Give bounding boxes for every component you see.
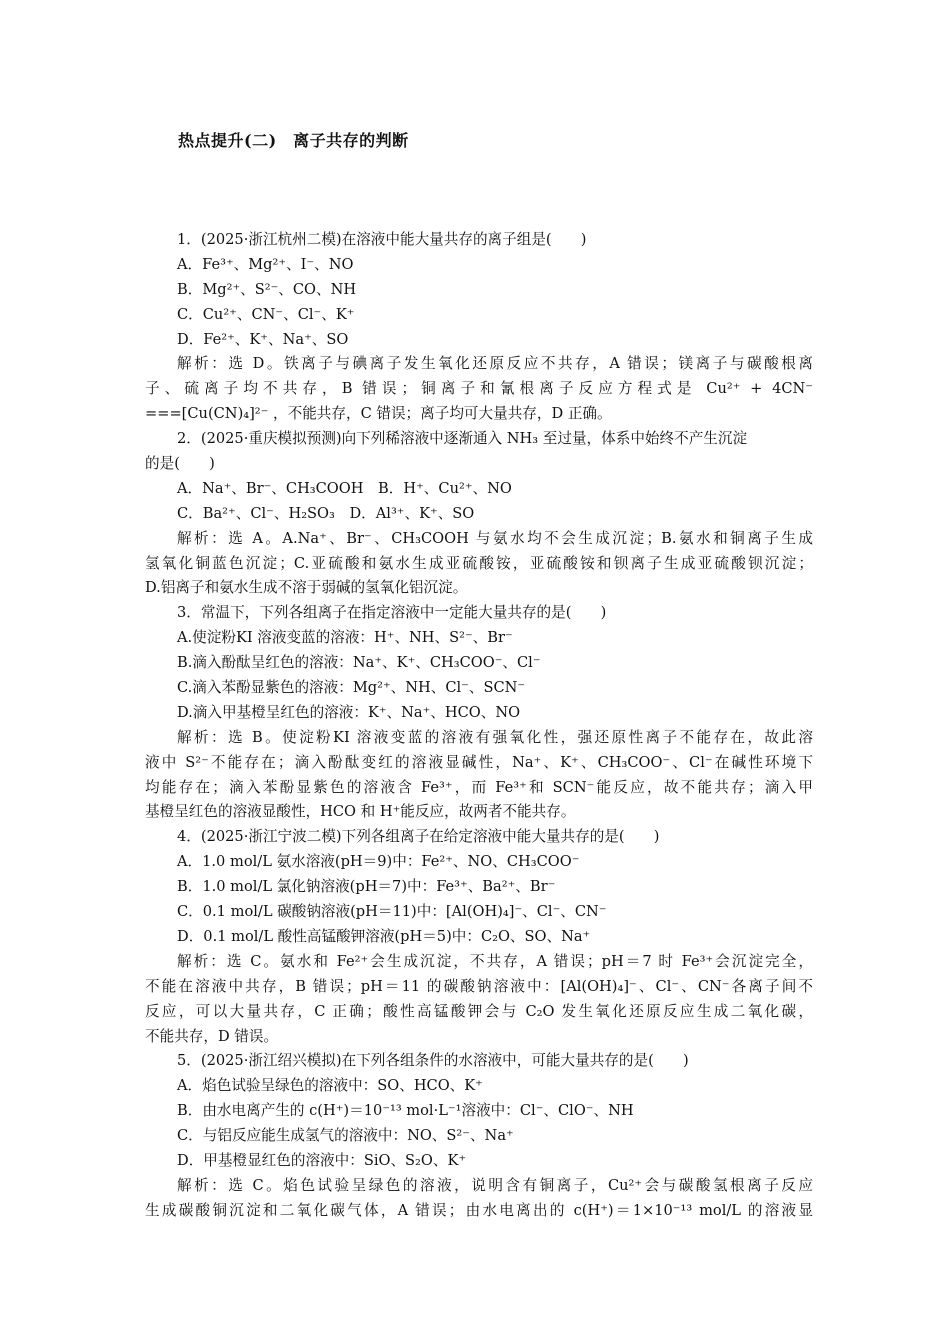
text-line: B．1.0 mol/L 氯化钠溶液(pH＝7)中：Fe³⁺、Ba²⁺、Br⁻ bbox=[177, 878, 556, 896]
text-line: A.使淀粉KI 溶液变蓝的溶液：H⁺、NH、S²⁻、Br⁻ bbox=[177, 629, 513, 647]
text-line: 4．(2025·浙江宁波二模)下列各组离子在给定溶液中能大量共存的是( ) bbox=[177, 828, 660, 846]
text-line: B．由水电离产生的 c(H⁺)＝10⁻¹³ mol·L⁻¹溶液中：Cl⁻、ClO⁻、NH bbox=[177, 1102, 634, 1120]
text-line: 的是( ) bbox=[145, 455, 215, 473]
text-line: 反应，可以大量共存，C 正确；酸性高锰酸钾会与 C₂O 发生氧化还原反应生成二氧化碳， bbox=[145, 1002, 813, 1020]
text-line: 氢氧化铜蓝色沉淀；C.亚硫酸和氨水生成亚硫酸铵，亚硫酸铵和钡离子生成亚硫酸钡沉淀； bbox=[145, 554, 813, 572]
text-line: D．Fe²⁺、K⁺、Na⁺、SO bbox=[177, 330, 349, 348]
text-line: C.滴入苯酚显紫色的溶液：Mg²⁺、NH、Cl⁻、SCN⁻ bbox=[177, 679, 526, 697]
text-line: 解析：选 C。氨水和 Fe²⁺会生成沉淀，不共存，A 错误；pH＝7 时 Fe³⁺会沉淀完全， bbox=[177, 952, 813, 970]
text-line: 解析：选 A。A.Na⁺、Br⁻、CH₃COOH 与氨水均不会生成沉淀；B.氨水和铜离子生成 bbox=[177, 529, 813, 547]
text-line: A．Na⁺、Br⁻、CH₃COOH B．H⁺、Cu²⁺、NO bbox=[177, 479, 512, 497]
text-line: C．Ba²⁺、Cl⁻、H₂SO₃ D．Al³⁺、K⁺、SO bbox=[177, 504, 475, 522]
text-line: 5．(2025·浙江绍兴模拟)在下列各组条件的水溶液中，可能大量共存的是( ) bbox=[177, 1052, 689, 1070]
text-line: 解析：选 C。焰色试验呈绿色的溶液，说明含有铜离子，Cu²⁺会与碳酸氢根离子反应 bbox=[177, 1176, 813, 1194]
text-line: 均能存在；滴入苯酚显紫色的溶液含 Fe³⁺，而 Fe³⁺和 SCN⁻能反应，故不能共存；滴入甲 bbox=[145, 778, 813, 796]
text-line: 解析：选 D。铁离子与碘离子发生氧化还原反应不共存，A 错误；镁离子与碳酸根离 bbox=[177, 355, 813, 373]
text-line: D．甲基橙显红色的溶液中：SiO、S₂O、K⁺ bbox=[177, 1151, 467, 1169]
text-line: 解析：选 B。使淀粉KI 溶液变蓝的溶液有强氧化性，强还原性离子不能存在，故此溶 bbox=[177, 728, 813, 746]
text-line: ===[Cu(CN)₄]²⁻ ，不能共存，C 错误；离子均可大量共存，D 正确。 bbox=[145, 405, 612, 423]
text-line: A．Fe³⁺、Mg²⁺、I⁻、NO bbox=[177, 255, 354, 273]
text-line: 子、硫离子均不共存，B 错误；铜离子和氰根离子反应方程式是 Cu²⁺ + 4CN⁻ bbox=[145, 380, 813, 398]
text-line: B．Mg²⁺、S²⁻、CO、NH bbox=[177, 280, 357, 298]
text-line: 1．(2025·浙江杭州二模)在溶液中能大量共存的离子组是( ) bbox=[177, 231, 587, 248]
document-body bbox=[145, 228, 813, 1224]
text-line: D.铝离子和氨水生成不溶于弱碱的氢氧化铝沉淀。 bbox=[145, 579, 468, 597]
text-line: D．0.1 mol/L 酸性高锰酸钾溶液(pH＝5)中：C₂O、SO、Na⁺ bbox=[177, 927, 591, 945]
text-line: D.滴入甲基橙呈红色的溶液：K⁺、Na⁺、HCO、NO bbox=[177, 703, 521, 721]
text-line: C．与铝反应能生成氢气的溶液中：NO、S²⁻、Na⁺ bbox=[177, 1127, 514, 1145]
text-line: 2．(2025·重庆模拟预测)向下列稀溶液中逐渐通入 NH₃ 至过量，体系中始终不产生沉淀 bbox=[177, 430, 748, 448]
text-line: C．0.1 mol/L 碳酸钠溶液(pH＝11)中：[Al(OH)₄]⁻、Cl⁻、CN⁻ bbox=[177, 903, 607, 921]
text-line: 3．常温下，下列各组离子在指定溶液中一定能大量共存的是( ) bbox=[177, 604, 607, 622]
text-line: 生成碳酸铜沉淀和二氧化碳气体，A 错误；由水电离出的 c(H⁺)＝1×10⁻¹³ mol/L 的溶液显 bbox=[145, 1201, 813, 1219]
text-line: C．Cu²⁺、CN⁻、Cl⁻、K⁺ bbox=[177, 305, 355, 323]
text-line: B.滴入酚酞呈红色的溶液：Na⁺、K⁺、CH₃COO⁻、Cl⁻ bbox=[177, 654, 541, 672]
text-line: 不能共存，D 错误。 bbox=[145, 1027, 279, 1045]
text-line: A．1.0 mol/L 氨水溶液(pH＝9)中：Fe²⁺、NO、CH₃COO⁻ bbox=[177, 853, 580, 871]
text-line: 不能在溶液中共存，B 错误；pH＝11 的碳酸钠溶液中：[Al(OH)₄]⁻、Cl⁻、CN⁻各离子间不 bbox=[145, 977, 813, 995]
text-line: 基橙呈红色的溶液显酸性，HCO 和 H⁺能反应，故两者不能共存。 bbox=[145, 803, 576, 821]
text-line: A．焰色试验呈绿色的溶液中：SO、HCO、K⁺ bbox=[177, 1077, 483, 1095]
page-title: 热点提升(二) 离子共存的判断 bbox=[178, 131, 409, 150]
text-line: 液中 S²⁻不能存在；滴入酚酞变红的溶液显碱性，Na⁺、K⁺、CH₃COO⁻、Cl⁻在碱性环境下 bbox=[145, 753, 813, 771]
